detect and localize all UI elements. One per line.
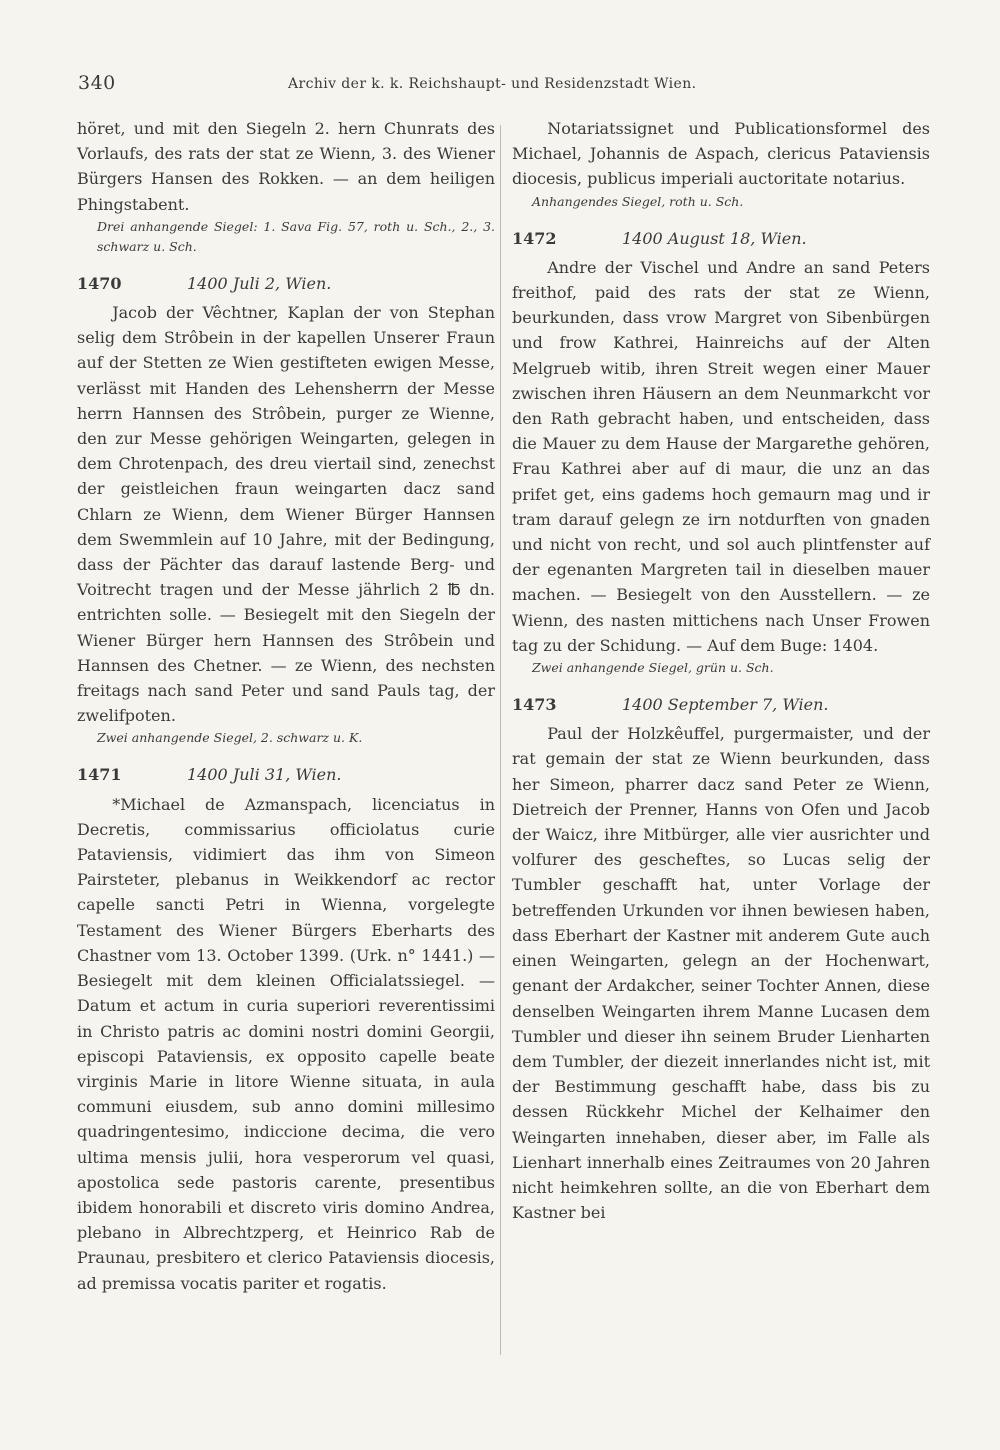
entry-text-1472: Andre der Vischel und Andre an sand Peters freithof, paid des rats der stat ze Wienn, beurkunden, dass vrow Margret von Sibenbürgen und frow Kathrei, Hainreichs auf der Alten Melgrueb witib, ihren Streit wegen einer Mauer zwischen ihren Häusern an dem Neunmarkcht vor den Rath gebracht haben, und entscheiden, dass die Mauer zu dem Hause der Margarethe gehören, Frau Kathrei aber auf di maur, die unz an das prifet get, eins gadems hoch gemaurn mag und ir tram darauf gelegn ze irn notdurften von gnaden und nicht von recht, und sol auch plintfenster auf der egenanten Margreten tail in dieselben mauer machen. — Besiegelt von den Ausstellern. — ze Wienn, des nasten mittichens nach Unser Frowen tag zu der Schidung. — Auf dem Buge: 1404. <box>512 257 930 655</box>
entry-text-1470: Jacob der Vêchtner, Kaplan der von Stephan selig dem Strôbein in der kapellen Unserer Fraun auf der Stetten ze Wien gestifteten ewigen Messe, verlässt mit Handen des Lehensherrn der Messe herrn Hannsen des Strôbein, purger ze Wienne, den zur Messe gehörigen Weingarten, gelegen in dem Chrotenpach, des dreu viertail sind, zenechst der geistleichen fraun weingarten dacz sand Chlarn ze Wienn, dem Wiener Bürger Hannsen dem Swemmlein auf 10 Jahre, mit der Bedingung, dass der Pächter das darauf lastende Berg- und Voitrecht tragen und der Messe jährlich 2 ℔ dn. entrichten solle. — Besiegelt mit den Siegeln der Wiener Bürger hern Hannsen des Strôbein und Hannsen des Chetner. — ze Wienn, des nechsten freitags nach sand Peter und sand Pauls tag, der zwelifpoten. <box>77 303 495 726</box>
entry-date: 1400 August 18, Wien. <box>622 228 807 248</box>
page-header <box>78 72 928 98</box>
entry-number: 1470 <box>77 273 122 293</box>
seal-note: Anhangendes Siegel, roth u. Sch. <box>532 193 744 209</box>
page-number: 340 <box>78 72 116 94</box>
right-column <box>512 116 930 1225</box>
entry-number: 1471 <box>77 765 122 785</box>
continuation-text: höret, und mit den Siegeln 2. hern Chunrats des Vorlaufs, des rats der stat ze Wienn, 3. des Wiener Bürgers Hansen des Rokken. — an dem heiligen Phingstabent. <box>77 119 495 214</box>
seal-note-1472: Zwei anhangende Siegel, grün u. Sch. <box>532 660 774 676</box>
entry-heading-1473 <box>512 692 930 717</box>
seal-note: Drei anhangende Siegel: 1. Sava Fig. 57, roth u. Sch., 2., 3. schwarz u. Sch. <box>97 218 495 254</box>
entry-date: 1400 Juli 31, Wien. <box>187 765 342 785</box>
entry-number: 1472 <box>512 228 557 248</box>
entry-text-1471: *Michael de Azmanspach, licenciatus in Decretis, commissarius officiolatus curie Pataviensis, vidimiert das ihm von Simeon Pairsteter, plebanus in Weikkendorf ac rector capelle sancti Petri in Wienna, vorgelegte Testament des Wiener Bürgers Eberharts des Chastner vom 13. October 1399. (Urk. n° 1441.) — Besiegelt mit dem kleinen Officialatssiegel. — Datum et actum in curia superiori reverentissimi in Christo patris ac domini nostri domini Georgii, episcopi Pataviensis, ex opposito capelle beate virginis Marie in litore Wienne situata, in aula communi eiusdem, sub anno domini millesimo quadringentesimo, indiccione decima, die vero ultima mensis julii, hora vesperorum vel quasi, apostolica sede pastoris carente, presentibus ibidem honorabili et discreto viris domino Andrea, plebano in Albrechtzperg, et Heinrico Rab de Praunau, presbitero et clerico Pataviensis diocesis, ad premissa vocatis pariter et rogatis. <box>77 794 495 1293</box>
entry-heading-1472 <box>512 226 930 251</box>
seal-note-1470: Zwei anhangende Siegel, 2. schwarz u. K. <box>97 730 363 746</box>
running-title: Archiv der k. k. Reichshaupt- und Residenzstadt Wien. <box>288 76 697 92</box>
entry-date: 1400 September 7, Wien. <box>622 695 829 715</box>
column-divider <box>500 125 501 1355</box>
continuation-text: Notariatssignet und Publicationsformel des Michael, Johannis de Aspach, clericus Pataviensis diocesis, publicus imperiali auctoritate notarius. <box>512 119 930 189</box>
entry-heading-1471 <box>77 762 495 787</box>
left-column <box>77 116 495 1296</box>
entry-heading-1470 <box>77 271 495 296</box>
entry-number: 1473 <box>512 695 557 715</box>
entry-text-1473: Paul der Holzkêuffel, purgermaister, und der rat gemain der stat ze Wienn beurkunden, dass her Simeon, pharrer dacz sand Peter ze Wienn, Dietreich der Prenner, Hanns von Ofen und Jacob der Waicz, ihre Mitbürger, alle vier ausrichter und volfurer des gescheftes, so Lucas selig der Tumbler geschafft hat, unter Vorlage der betreffenden Urkunden vor ihnen bewiesen haben, dass Eberhart der Kastner mit anderem Gute auch einen Weingarten, gelegn an der Hochenwart, genant der Ardakcher, seiner Tochter Annen, diese denselben Weingarten ihrem Manne Lucasen dem Tumbler und dieser ihn seinem Bruder Lienharten dem Tumbler, der diezeit innerlandes nicht ist, mit der Bestimmung geschafft habe, dass bis zu dessen Rückkehr Michel der Kelhaimer den Weingarten innehaben, dieser aber, im Falle als Lienhart innerhalb eines Zeitraumes von 20 Jahren nicht heimkehren sollte, an die von Eberhart dem Kastner bei <box>512 724 930 1223</box>
entry-date: 1400 Juli 2, Wien. <box>187 273 332 293</box>
